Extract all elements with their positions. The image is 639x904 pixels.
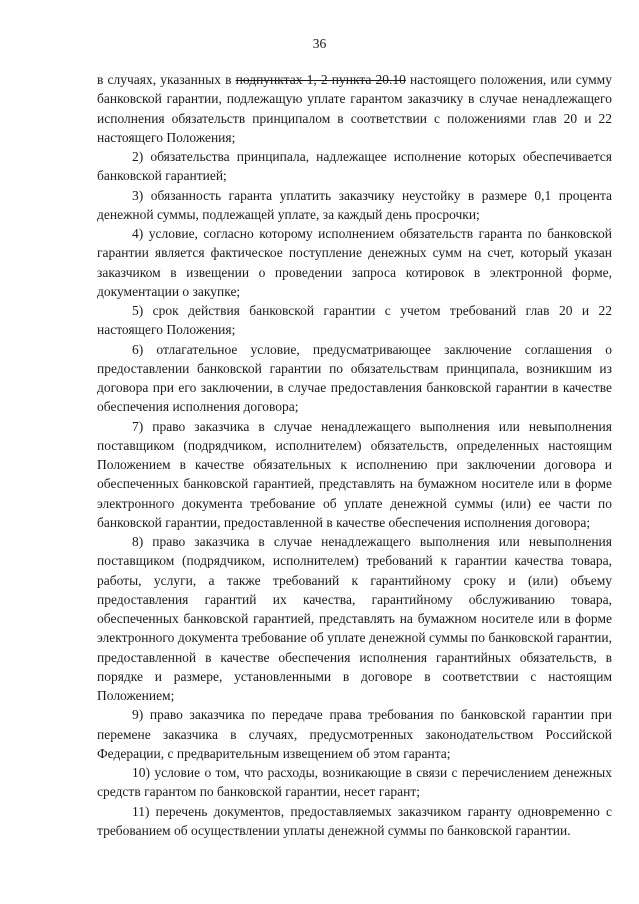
struck-reference: подпунктах 1, 2 пункта 20.10 bbox=[235, 72, 406, 87]
intro-text-end: настоящего положения, или сумму банковской гарантии, подлежащую уплате гарантом заказчику в случае ненадлежащего исполнения обязательств принципалом в соответствии с положениями глав 20 и 22 настоящего Положения; bbox=[97, 72, 612, 145]
intro-text-start: в случаях, указанных в bbox=[97, 72, 236, 87]
paragraph-item-6: 6) отлагательное условие, предусматривающее заключение соглашения о предоставлении банковской гарантии по обязательствам принципала, возникшим из договора при его заключении, в случае предоставления банковской гарантии в качестве обеспечения исполнения договора; bbox=[97, 341, 612, 415]
paragraph-item-11: 11) перечень документов, предоставляемых заказчиком гаранту одновременно с требованием об осуществлении уплаты денежной суммы по банковской гарантии. bbox=[97, 803, 612, 838]
paragraph-item-8: 8) право заказчика в случае ненадлежащего выполнения или невыполнения поставщиком (подрядчиком, исполнителем) требований к гарантии качества товара, работы, услуги, а также требований к гарантийному сроку и (или) объему предоставления гарантий их качества, гарантийному обслуживанию товара, обеспеченных банковской гарантией, представлять на бумажном носителе или в форме электронного документа требование об уплате денежной суммы по банковской гарантии, предоставленной в качестве обеспечения исполнения гарантийных обязательств, в порядке и размере, установленными в договоре в соответствии с настоящим Положением; bbox=[97, 534, 612, 703]
paragraph-item-3: 3) обязанность гаранта уплатить заказчику неустойку в размере 0,1 процента денежной суммы, подлежащей уплате, за каждый день просрочки; bbox=[97, 187, 612, 222]
document-body bbox=[97, 70, 612, 840]
paragraph-item-7: 7) право заказчика в случае ненадлежащего выполнения или невыполнения поставщиком (подрядчиком, исполнителем) обязательств, определенных настоящим Положением в качестве обязательных к исполнению при заключении договора и обеспеченных банковской гарантией, представлять на бумажном носителе или в форме электронного документа требование об уплате денежной суммы (или) ее части по банковской гарантии, предоставленной в качестве обеспечения исполнения договора; bbox=[97, 418, 612, 530]
paragraph-item-9: 9) право заказчика по передаче права требования по банковской гарантии при перемене заказчика в случаях, предусмотренных законодательством Российской Федерации, с предварительным извещением об этом гаранта; bbox=[97, 707, 612, 761]
paragraph-item-4: 4) условие, согласно которому исполнением обязательств гаранта по банковской гарантии является фактическое поступление денежных сумм на счет, который указан заказчиком в извещении о проведении запроса котировок в электронной форме, документации о закупке; bbox=[97, 226, 612, 299]
paragraph-intro bbox=[97, 70, 612, 147]
paragraph-item-2: 2) обязательства принципала, надлежащее исполнение которых обеспечивается банковской гарантией; bbox=[97, 149, 612, 184]
paragraph-item-5: 5) срок действия банковской гарантии с учетом требований глав 20 и 22 настоящего Положения; bbox=[97, 303, 612, 338]
paragraph-item-10: 10) условие о том, что расходы, возникающие в связи с перечислением денежных средств гарантом по банковской гарантии, несет гарант; bbox=[97, 765, 612, 800]
page-number: 36 bbox=[312, 36, 327, 51]
